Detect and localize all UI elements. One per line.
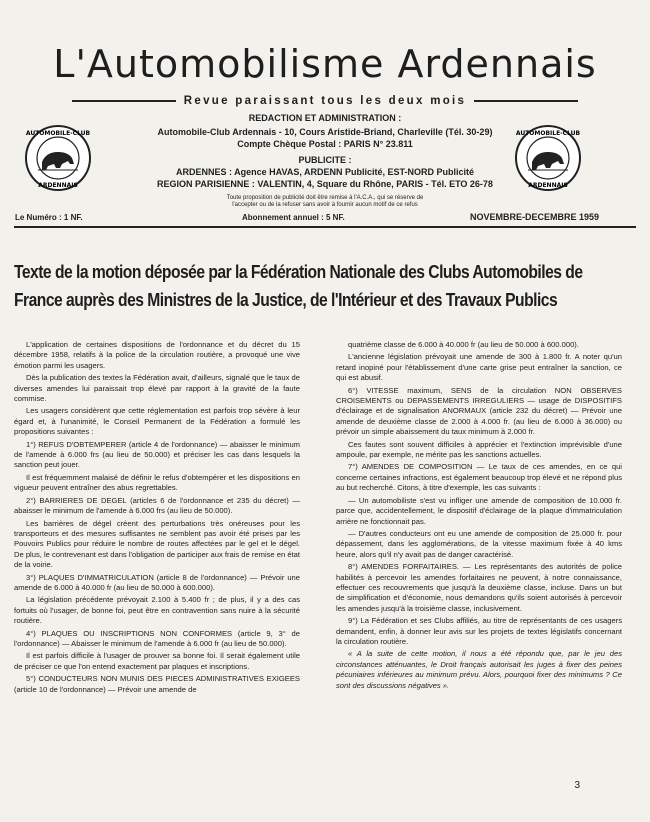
right-paragraph: 6°) VITESSE maximum, SENS de la circulation NON OBSERVES CROISEMENTS ou DEPASSEMENTS IRREGULIERS — usage de DISPOSITIFS d'éclairage et de signalisation ANORMAUX (article 232 du décret) — Prévoir une amende de deuxième classe de 2.000 à 4.000 fr. (au lieu de 6.000 à 36.000) ou prévoir un simple abaissement du taux minimum à 2.000 fr. <box>336 385 622 437</box>
article-headline <box>14 258 636 314</box>
right-paragraph: — Un automobiliste s'est vu infliger une amende de composition de 10.000 fr. parce que, accidentellement, le dispositif d'éclairage de la plaque d'immatriculation arrière ne fonctionnait pas. <box>336 495 622 526</box>
magazine-title-text: L'Automobilisme Ardennais <box>53 42 597 86</box>
magazine-title <box>0 42 650 86</box>
redaction-line1: Automobile-Club Ardennais - 10, Cours Aristide-Briand, Charleville (Tél. 30-29) <box>157 127 493 137</box>
subtitle-rule-right <box>474 100 578 102</box>
publicite-heading: PUBLICITE : <box>298 155 352 165</box>
seal-left-bottom-text: ARDENNAIS <box>38 182 78 189</box>
issue-price: Le Numéro : 1 NF. <box>15 213 83 222</box>
subscription-price: Abonnement annuel : 5 NF. <box>242 213 345 222</box>
left-paragraph: L'application de certaines dispositions de l'ordonnance et du décret du 15 décembre 1958, relatifs à la police de la circulation routière, a provoqué une vive émotion parmi les usagers. <box>14 340 300 370</box>
notice-line1: Toute proposition de publicité doit être remise à l'A.C.A., qui se réserve de <box>226 195 424 201</box>
closing-quote: « A la suite de cette motion, il nous a été répondu que, par le jeu des circonstances atténuantes, le Droit français autorisait les juges à fixer des peines pécuniaires inférieures au minimum prévu. Alors, pourquoi fixer des minimums ? Ce sont des discussions négatives ». <box>336 649 622 690</box>
left-column <box>14 340 300 697</box>
left-paragraph: 4°) PLAQUES OU INSCRIPTIONS NON CONFORMES (article 9, 3° de l'ordonnance) — Abaisser le minimum de l'amende à 6.000 fr (au lieu de 50.000). <box>14 628 300 648</box>
left-paragraph: Les barrières de dégel créent des perturbations très onéreuses pour les transporteurs et des mesures suffisantes ne semblent pas avoir été prises par les Pouvoirs Publics pour réduire le nombre de routes affectées par le gel et le dégel. De plus, le contrevenant est dans l'obligation de participer aux frais de remise en état de la voirie. <box>14 518 300 570</box>
right-paragraph: L'ancienne législation prévoyait une amende de 300 à 1.800 fr. A noter qu'un retard inopiné pour l'établissement d'une carte grise peut entraîner la sanction, ce qui est abusif. <box>336 352 622 383</box>
right-paragraph: 7°) AMENDES DE COMPOSITION — Le taux de ces amendes, en ce qui concerne certaines infractions, est également beaucoup trop élevé et ne répond plus au but recherché. Citons, à titre d'exemple, les cas suivants : <box>336 462 622 493</box>
left-paragraph: Dès la publication des textes la Fédération avait, d'ailleurs, signalé que le taux de diverses amendes lui paraissait trop élevé par rapport à la gravité de la faute commise. <box>14 373 300 404</box>
subtitle-row <box>72 94 578 108</box>
right-paragraph: — D'autres conducteurs ont eu une amende de composition de 25.000 fr. pour dépassement, dans les agglomérations, de la vitesse maximum fixée à 40 kms heure, alors qu'il n'y avait pas de danger caractérisé. <box>336 528 622 559</box>
publicite-line1: ARDENNES : Agence HAVAS, ARDENN Publicité, EST-NORD Publicité <box>175 167 475 177</box>
publicite-line2: REGION PARISIENNE : VALENTIN, 4, Square du Rhône, PARIS - Tél. ETO 26-78 <box>157 179 493 189</box>
left-paragraph: 5°) CONDUCTEURS NON MUNIS DES PIECES ADMINISTRATIVES EXIGEES (article 10 de l'ordonnance) — Prévoir une amende de <box>14 674 300 694</box>
redaction-heading: REDACTION ET ADMINISTRATION : <box>248 113 402 123</box>
seal-left-top-text: AUTOMOBILE-CLUB <box>25 130 91 137</box>
subtitle: Revue paraissant tous les deux mois <box>183 95 467 107</box>
right-paragraph: 8°) AMENDES FORFAITAIRES. — Les représentants des autorités de police habilités à percevoir les amendes forfaitaires ne peuvent, à notre connaissance, effectuer ces recouvrements que jusqu'à la deuxième classe, incluse. Dans un but de simplification et d'économie, nous demandons qu'ils soient autorisés à percevoir les amendes jusqu'à la troisième classe, inclusivement. <box>336 562 622 613</box>
redaction-line2: Compte Chèque Postal : PARIS N° 23.811 <box>237 139 413 149</box>
seal-right-top-text: AUTOMOBILE-CLUB <box>515 130 581 137</box>
right-column <box>336 340 622 693</box>
right-paragraph: Ces fautes sont souvent difficiles à apprécier et l'extinction imprévisible d'une ampoule, par exemple, ne mérite pas les sanctions actuelles. <box>336 439 622 460</box>
headline-line1: Texte de la motion déposée par la Fédération Nationale des Clubs Automobiles de <box>14 262 583 282</box>
right-paragraph: quatrième classe de 6.000 à 40.000 fr (au lieu de 50.000 à 600.000). <box>348 340 579 349</box>
headline-line2: France auprès des Ministres de la Justice, de l'Intérieur et des Travaux Publics <box>14 290 558 310</box>
right-paragraph: 9°) La Fédération et ses Clubs affiliés, au titre de représentants de ces usagers demandent, enfin, à donner leur avis sur les projets de textes législatifs concernant la circulation routière. <box>336 616 622 646</box>
left-paragraph: La législation précédente prévoyait 2.100 à 5.400 fr ; de plus, il y a des cas fortuits où l'usager, de bonne foi, peut être en contravention sans nuire à la sécurité routière. <box>14 595 300 626</box>
subtitle-rule-left <box>72 100 176 102</box>
left-paragraph: Les usagers considèrent que cette réglementation est parfois trop sévère à leur égard et, à l'unanimité, le Conseil Permanent de la Fédération a formulé les propositions suivantes : <box>14 406 300 437</box>
left-paragraph: Il est parfois difficile à l'usager de prouver sa bonne foi. Il serait également utile de préciser ce que l'on entend exactement par plaques et inscriptions. <box>14 651 300 671</box>
header-bottom-rule <box>14 226 636 228</box>
left-paragraph: Il est fréquemment malaisé de définir le refus d'obtempérer et les dispositions en vigueur peuvent entraîner des abus regrettables. <box>14 472 300 493</box>
issue-date: NOVEMBRE-DECEMBRE 1959 <box>470 212 600 222</box>
club-seal-left-icon <box>24 124 92 192</box>
notice-line2: l'accepter ou de la refuser sans avoir à fournir aucun motif de ce refus <box>232 202 418 208</box>
seal-right-bottom-text: ARDENNAIS <box>528 182 568 189</box>
left-paragraph: 2°) BARRIERES DE DEGEL (articles 6 de l'ordonnance et 235 du décret) — abaisser le minimum de l'amende à 6.000 frs (au lieu de 50.000). <box>14 495 300 516</box>
left-paragraph: 1°) REFUS D'OBTEMPERER (article 4 de l'ordonnance) — abaisser le minimum de l'amende à 6.000 frs (au lieu de 50.000) et préciser les cas dans lesquels la sanction peut jouer. <box>14 439 300 470</box>
page-number: 3 <box>574 780 580 791</box>
left-paragraph: 3°) PLAQUES D'IMMATRICULATION (article 8 de l'ordonnance) — Prévoir une amende de 6.000 à 40.000 fr (au lieu de 50.000 à 600.000). <box>14 572 300 592</box>
